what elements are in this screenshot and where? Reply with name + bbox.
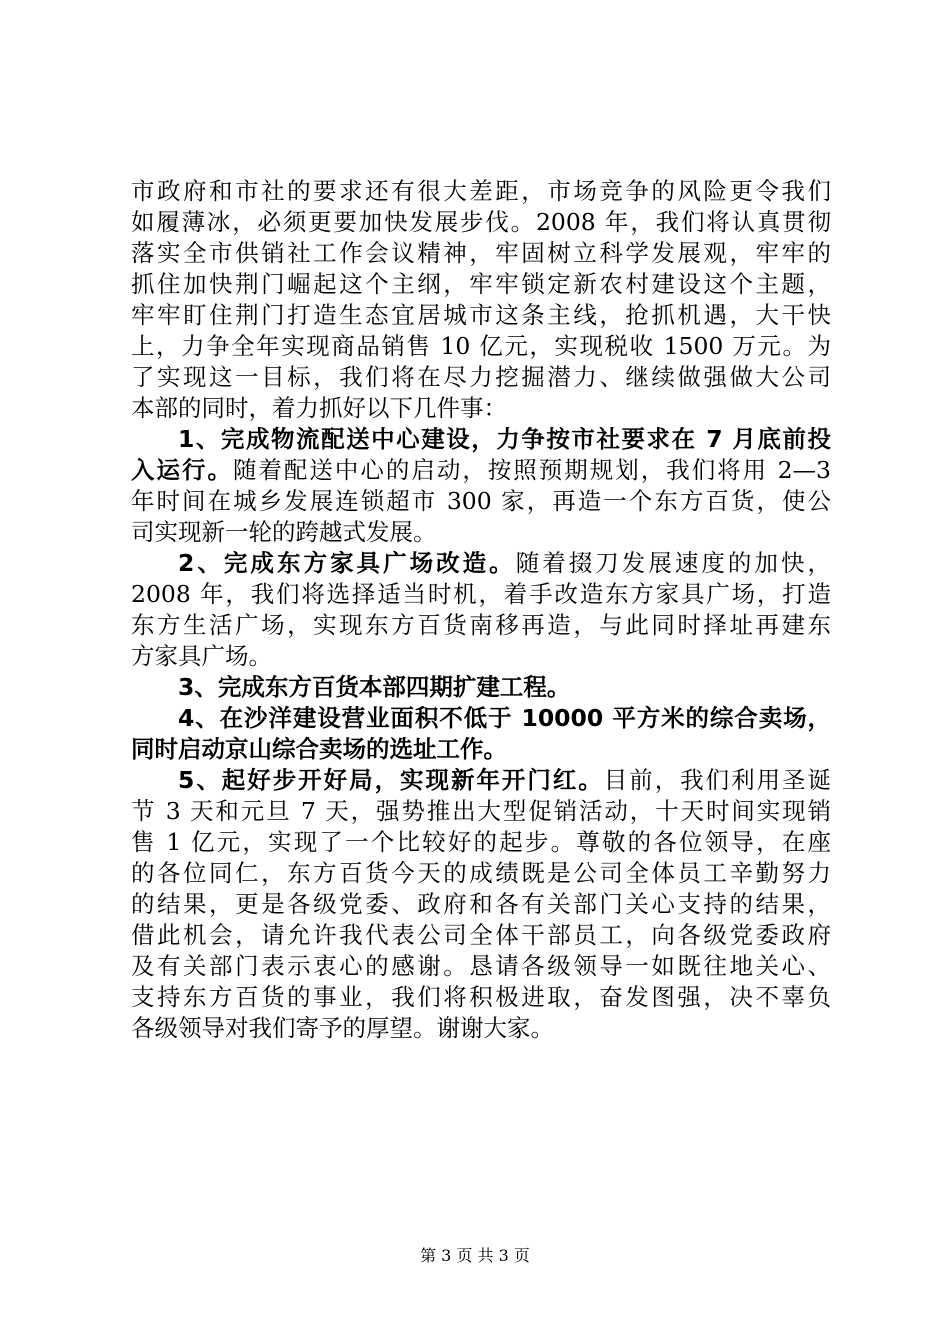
item-5-body: 目前，我们利用圣诞 [603, 766, 832, 794]
item-1-body: 随着配送中心的启动，按照预期规划，我们将用 2—3 [232, 456, 832, 484]
text-line: 市政府和市社的要求还有很大差距，市场竞争的风险更令我们 [131, 177, 831, 205]
item-2-heading: 2、完成东方家具广场改造。 [178, 549, 516, 577]
item-5-line [131, 765, 831, 796]
text-line: 牢牢盯住荆门打造生态宜居城市这条主线，抢抓机遇，大干快 [131, 301, 831, 329]
text-line: 节 3 天和元旦 7 天，强势推出大型促销活动，十天时间实现销 [131, 797, 831, 825]
item-1-line [131, 455, 831, 486]
text-line: 2008 年，我们将选择适当时机，着手改造东方家具广场，打造 [131, 580, 831, 608]
text-line: 抓住加快荆门崛起这个主纲，牢牢锁定新农村建设这个主题， [131, 270, 831, 298]
text-line: 年时间在城乡发展连锁超市 300 家，再造一个东方百货，使公 [131, 487, 831, 515]
text-line: 上，力争全年实现商品销售 10 亿元，实现税收 1500 万元。为 [131, 332, 831, 360]
item-2-line [131, 548, 831, 579]
text-line: 的结果，更是各级党委、政府和各有关部门关心支持的结果， [131, 890, 831, 918]
item-4-heading-cont: 同时启动京山综合卖场的选址工作。 [131, 735, 507, 763]
item-1-heading: 1、完成物流配送中心建设，力争按市社要求在 7 月底前投 [178, 425, 831, 453]
item-2-body: 随着掇刀发展速度的加快， [515, 549, 831, 577]
text-line: 本部的同时，着力抓好以下几件事： [131, 394, 507, 422]
text-line: 司实现新一轮的跨越式发展。 [131, 518, 437, 546]
text-line: 落实全市供销社工作会议精神，牢固树立科学发展观，牢牢的 [131, 239, 831, 267]
text-line: 支持东方百货的事业，我们将积极进取，奋发图强，决不辜负 [131, 983, 831, 1011]
text-line: 的各位同仁，东方百货今天的成绩既是公司全体员工辛勤努力 [131, 859, 831, 887]
text-line: 借此机会，请允许我代表公司全体干部员工，向各级党委政府 [131, 921, 831, 949]
document-body [131, 176, 831, 1044]
page-footer: 第 3 页 共 3 页 [420, 1246, 530, 1265]
item-1-heading-cont: 入运行。 [131, 456, 233, 484]
text-line: 各级领导对我们寄予的厚望。谢谢大家。 [131, 1014, 554, 1042]
text-line: 售 1 亿元，实现了一个比较好的起步。尊敬的各位领导，在座 [131, 828, 831, 856]
text-line: 方家具广场。 [131, 642, 272, 670]
text-line: 及有关部门表示衷心的感谢。恳请各级领导一如既往地关心、 [131, 952, 831, 980]
text-line: 如履薄冰，必须更要加快发展步伐。2008 年，我们将认真贯彻 [131, 208, 831, 236]
text-line: 了实现这一目标，我们将在尽力挖掘潜力、继续做强做大公司 [131, 363, 831, 391]
item-3-heading: 3、完成东方百货本部四期扩建工程。 [178, 673, 571, 701]
item-5-heading: 5、起好步开好局，实现新年开门红。 [178, 766, 604, 794]
text-line: 东方生活广场，实现东方百货南移再造，与此同时择址再建东 [131, 611, 831, 639]
item-4-heading: 4、在沙洋建设营业面积不低于 10000 平方米的综合卖场， [178, 704, 831, 732]
